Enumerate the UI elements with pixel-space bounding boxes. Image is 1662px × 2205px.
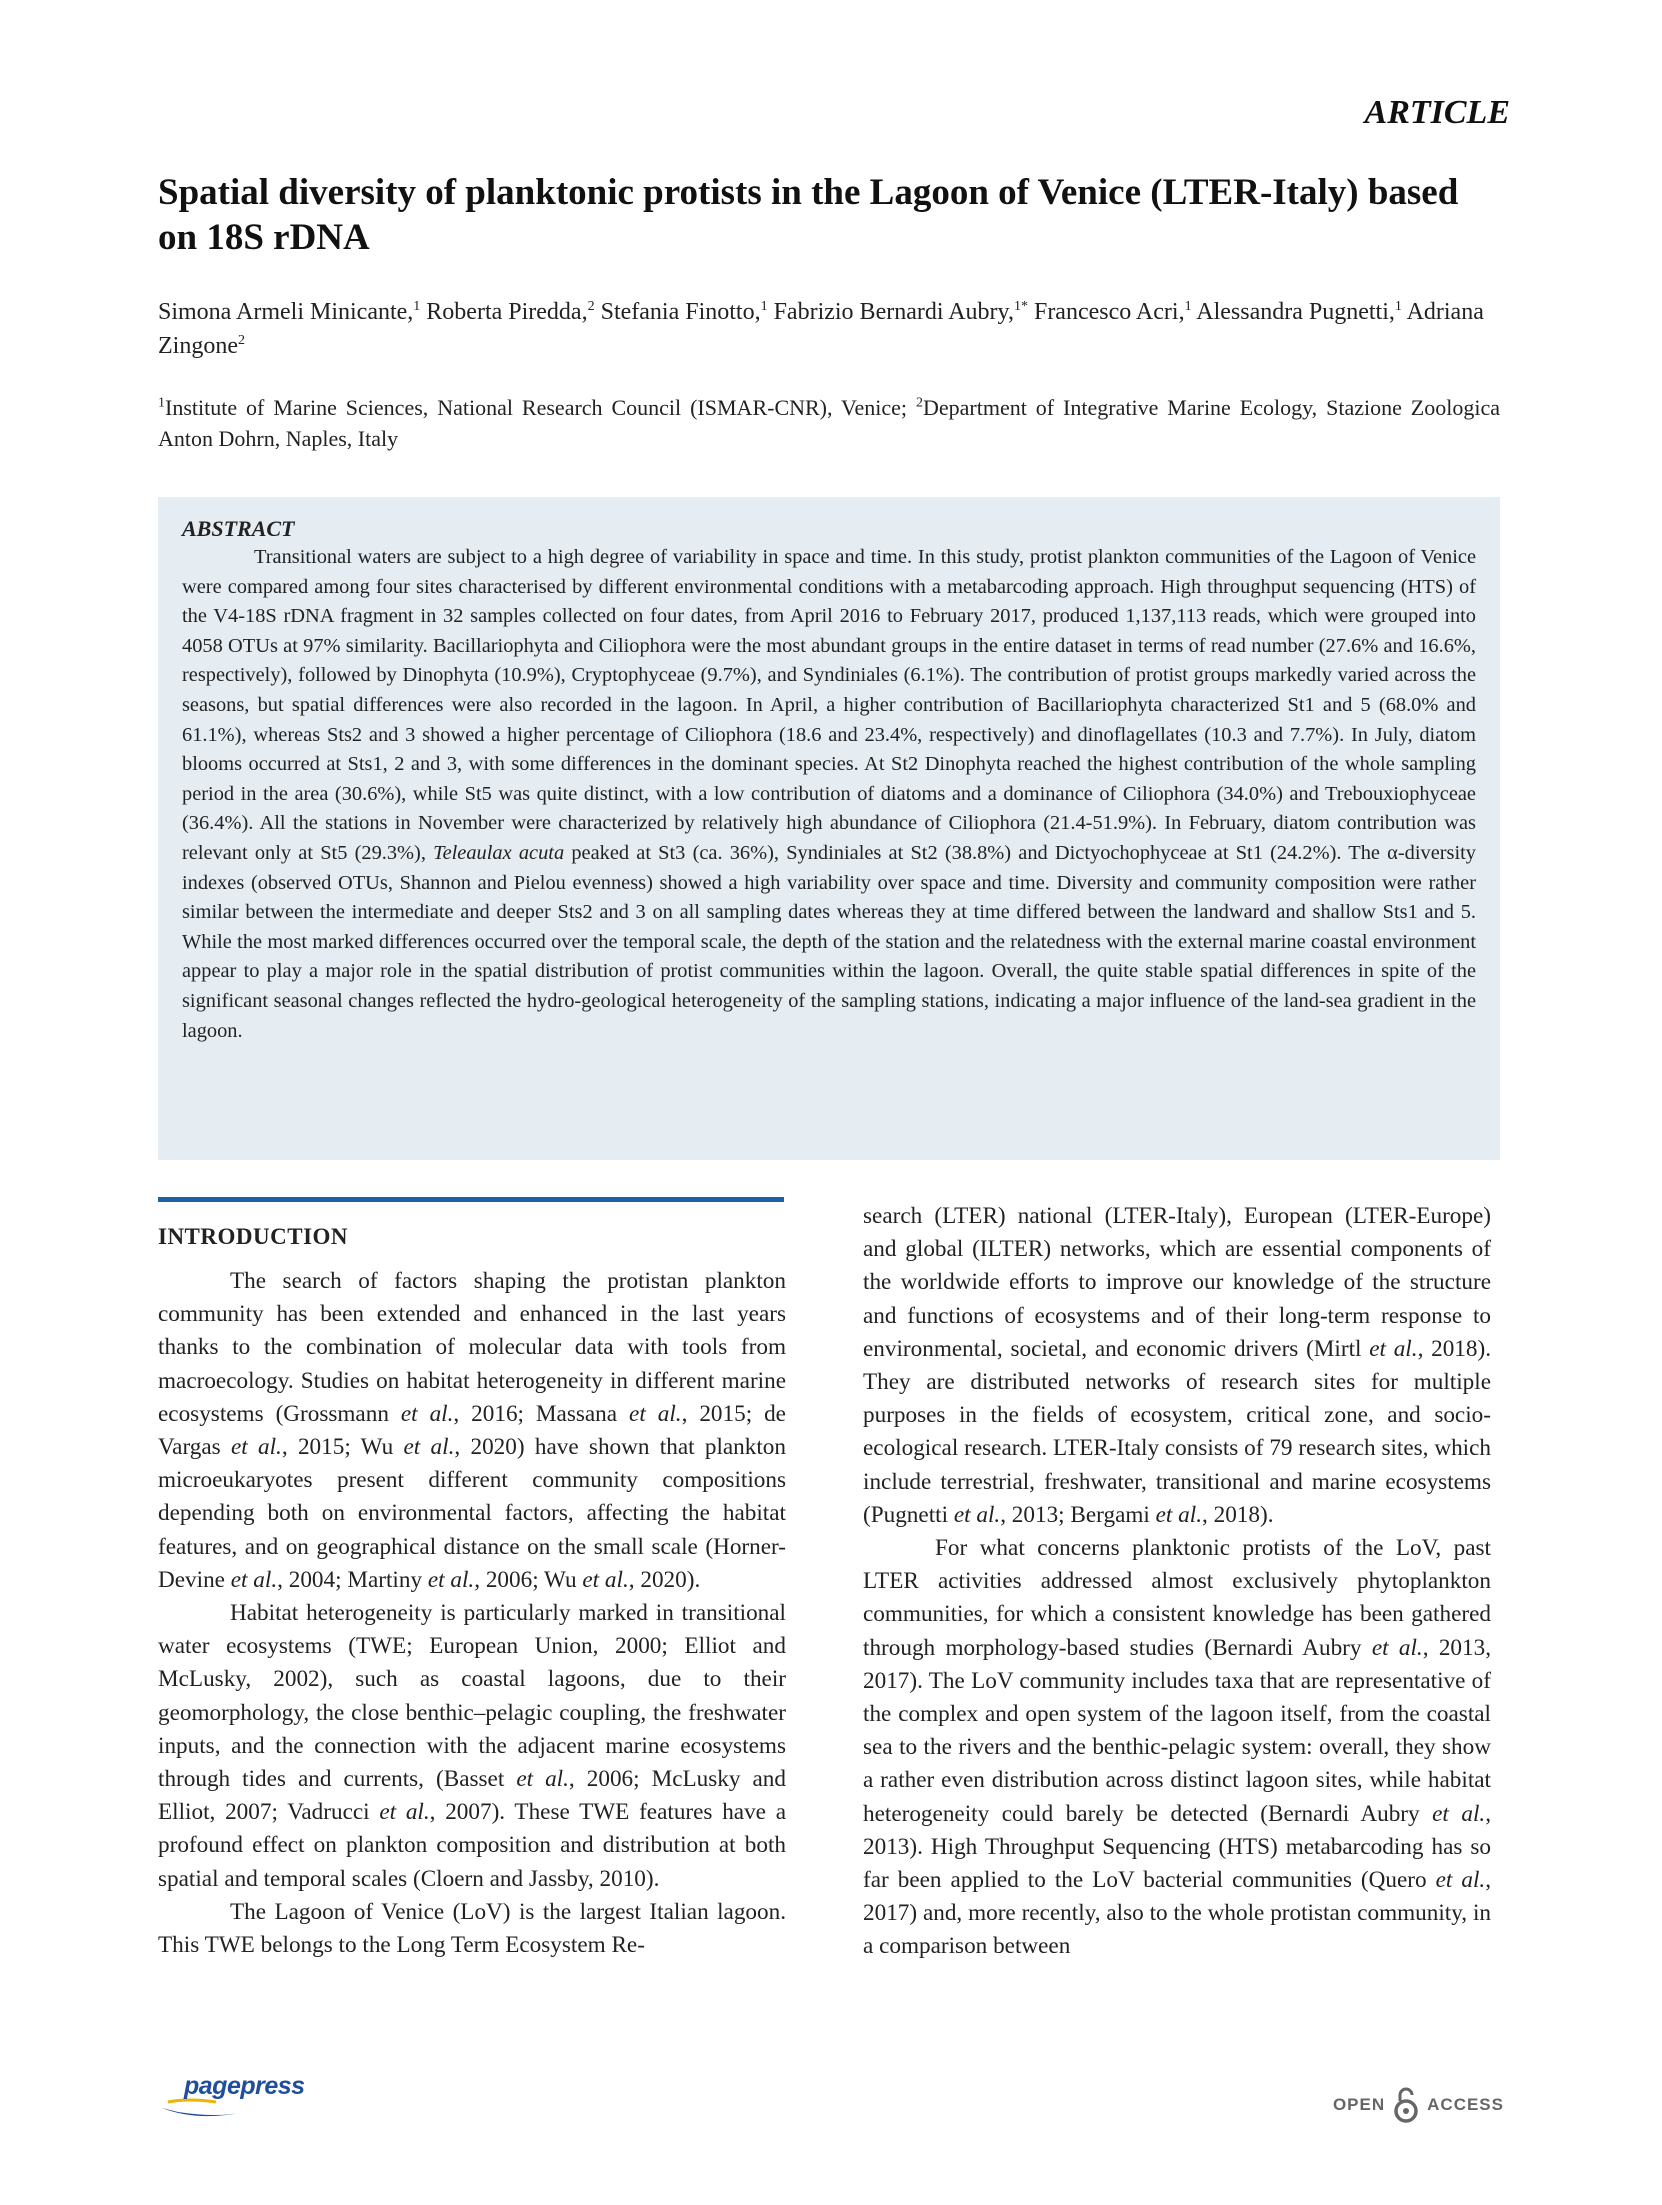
italic-run: et al. [403, 1434, 455, 1461]
italic-run: et al. [230, 1566, 278, 1593]
intro-paragraph-3: The Lagoon of Venice (LoV) is the largest Italian lagoon. This TWE belongs to the Long Term Ecosystem Re- [158, 1898, 786, 1959]
italic-run: et al. [1371, 1634, 1423, 1661]
introduction-heading: INTRODUCTION [158, 1224, 349, 1249]
italic-run: et al. [1155, 1501, 1203, 1528]
abstract-part-2: peaked at St3 (ca. 36%), Syndiniales at St2 (38.8%) and Dictyochophyceae at St1 (24.2%). The α-diversity indexes (observed OTUs, Shannon and Pielou evenness) showed a high variability over space and time. Diversity and community composition were rather similar between the intermediate and deeper Sts2 and 3 on all sampling dates whereas they at time differed between the landward and shallow Sts1 and 5. While the most marked differences occurred over the temporal scale, the depth of the station and the relatedness with the external marine coastal environment appear to play a major role in the spatial distribution of protist communities within the lagoon. Overall, the quite stable spatial differences in spite of the significant seasonal changes reflected the hydro-geological heterogeneity of the sampling stations, indicating a major influence of the land-sea gradient in the lagoon. [182, 841, 1476, 1042]
author-affiliation-marker: 2 [237, 333, 245, 348]
author-name: Stefania Finotto, [594, 299, 761, 325]
abstract-heading: ABSTRACT [182, 516, 295, 541]
italic-run: et al. [1432, 1800, 1486, 1827]
author-name: Roberta Piredda, [420, 299, 588, 325]
right-column [863, 1200, 1491, 1964]
author-affiliation-marker: 2 [587, 299, 595, 314]
italic-run: et al. [400, 1400, 454, 1427]
italic-run: et al. [953, 1501, 1001, 1528]
author-affiliation-marker: 1 [1394, 299, 1402, 314]
author-affiliation-marker: 1* [1013, 299, 1028, 314]
intro-paragraph-4: search (LTER) national (LTER-Italy), European (LTER-Europe) and global (ILTER) networks, which are essential components of the worldwide efforts to improve our knowledge of the structure and functions of ecosystems and of their long-term response to environmental, societal, and economic drivers (Mirtl et al., 2018). They are distributed networks of research sites for multiple purposes in the fields of ecosystem, critical zone, and socio-ecological research. LTER-Italy consists of 79 research sites, which include terrestrial, freshwater, transitional and marine ecosystems (Pugnetti et al., 2013; Bergami et al., 2018). [863, 1203, 1492, 1528]
italic-run: et al. [427, 1566, 475, 1593]
abstract-box [158, 497, 1500, 1160]
open-access-badge [1333, 2087, 1504, 2123]
italic-run: et al. [629, 1400, 682, 1427]
abstract-species-name: Teleaulax acuta [433, 841, 565, 864]
abstract-part-1: Transitional waters are subject to a high degree of variability in space and time. In this study, protist plankton communities of the Lagoon of Venice were compared among four sites characterised by different environmental conditions with a metabarcoding approach. High throughput sequencing (HTS) of the V4-18S rDNA fragment in 32 samples collected on four dates, from April 2016 to February 2017, produced 1,137,113 reads, which were grouped into 4058 OTUs at 97% similarity. Bacillariophyta and Ciliophora were the most abundant groups in the entire dataset in terms of read number (27.6% and 16.6%, respectively), followed by Dinophyta (10.9%), Cryptophyceae (9.7%), and Syndiniales (6.1%). The contribution of protist groups markedly varied across the seasons, but spatial differences were also recorded in the lagoon. In April, a higher contribution of Bacillariophyta characterized St1 and 5 (68.0% and 61.1%), whereas Sts2 and 3 showed a higher percentage of Ciliophora (18.6 and 23.4%, respectively) and dinoflagellates (10.3 and 7.7%). In July, diatom blooms occurred at Sts1, 2 and 3, with some differences in the dominant species. At St2 Dinophyta reached the highest contribution of the whole sampling period in the area (30.6%), while St5 was quite distinct, with a low contribution of diatoms and a dominance of Ciliophora (34.0%) and Trebouxiophyceae (36.4%). All the stations in November were characterized by relatively high abundance of Ciliophora (21.4-51.9%). In February, diatom contribution was relevant only at St5 (29.3%), [182, 546, 1476, 864]
affiliation-marker: 1 [158, 395, 165, 411]
italic-run: et al. [516, 1766, 569, 1793]
author-name: Adriana Zingone [158, 299, 1484, 359]
italic-run: et al. [582, 1566, 629, 1593]
affiliation-1: Institute of Marine Sciences, National Research Council (ISMAR-CNR), Venice; [165, 395, 916, 420]
article-type-label: ARTICLE [1364, 94, 1510, 131]
abstract-text [182, 543, 1476, 1046]
italic-run: et al. [230, 1434, 282, 1461]
author-name: Fabrizio Bernardi Aubry, [767, 299, 1014, 325]
open-access-lock-icon [1391, 2086, 1421, 2124]
affiliation-2: Department of Integrative Marine Ecology, Stazione Zoologica Anton Dohrn, Naples, Italy [158, 395, 1500, 451]
affiliation-marker: 2 [915, 395, 923, 411]
intro-paragraph-2: Habitat heterogeneity is particularly marked in transitional water ecosystems (TWE; European Union, 2000; Elliot and McLusky, 2002), such as coastal lagoons, due to their geomorphology, the close benthic–pelagic coupling, the freshwater inputs, and the connection with the adjacent marine ecosystems through tides and currents, (Basset et al., 2006; McLusky and Elliot, 2007; Vadrucci et al., 2007). These TWE features have a profound effect on plankton composition and distribution at both spatial and temporal scales (Cloern and Jassby, 2010). [158, 1600, 786, 1892]
affiliations [158, 392, 1500, 454]
intro-paragraph-1: The search of factors shaping the protistan plankton community has been extended and enhanced in the last years thanks to the combination of molecular data with tools from macroecology. Studies on habitat heterogeneity in different marine ecosystems (Grossmann et al., 2016; Massana et al., 2015; de Vargas et al., 2015; Wu et al., 2020) have shown that plankton microeukaryotes present different community compositions depending both on environmental factors, affecting the habitat features, and on geographical distance on the small scale (Horner-Devine et al., 2004; Martiny et al., 2006; Wu et al., 2020). [158, 1268, 786, 1593]
open-label: OPEN [1332, 2095, 1386, 2114]
italic-run: et al. [1435, 1867, 1486, 1894]
paper-title: Spatial diversity of planktonic protists in the Lagoon of Venice (LTER-Italy) based on 18S rDNA [158, 172, 1459, 258]
publisher-name: pagepress [184, 2072, 305, 2100]
author-name: Francesco Acri, [1027, 299, 1185, 325]
author-name: Alessandra Pugnetti, [1191, 299, 1395, 325]
author-affiliation-marker: 1 [413, 299, 421, 314]
italic-run: et al. [379, 1799, 430, 1826]
author-name: Simona Armeli Minicante, [158, 299, 414, 325]
author-list [158, 295, 1498, 363]
intro-paragraph-5: For what concerns planktonic protists of the LoV, past LTER activities addressed almost exclusively phytoplankton communities, for which a consistent knowledge has been gathered through morphology-based studies (Bernardi Aubry et al., 2013, 2017). The LoV community includes taxa that are representative of the complex and open system of the lagoon itself, from the coastal sea to the rivers and the benthic-pelagic system: overall, they show a rather even distribution across distinct lagoon sites, while habitat heterogeneity could barely be detected (Bernardi Aubry et al., 2013). High Throughput Sequencing (HTS) metabarcoding has so far been applied to the LoV bacterial communities (Quero et al., 2017) and, more recently, also to the whole protistan community, in a comparison between [863, 1535, 1492, 1960]
italic-run: et al. [1369, 1335, 1418, 1362]
section-rule [158, 1197, 784, 1202]
access-label: ACCESS [1427, 2095, 1504, 2114]
author-affiliation-marker: 1 [1184, 299, 1192, 314]
author-affiliation-marker: 1 [760, 299, 768, 314]
left-column [158, 1220, 786, 1962]
